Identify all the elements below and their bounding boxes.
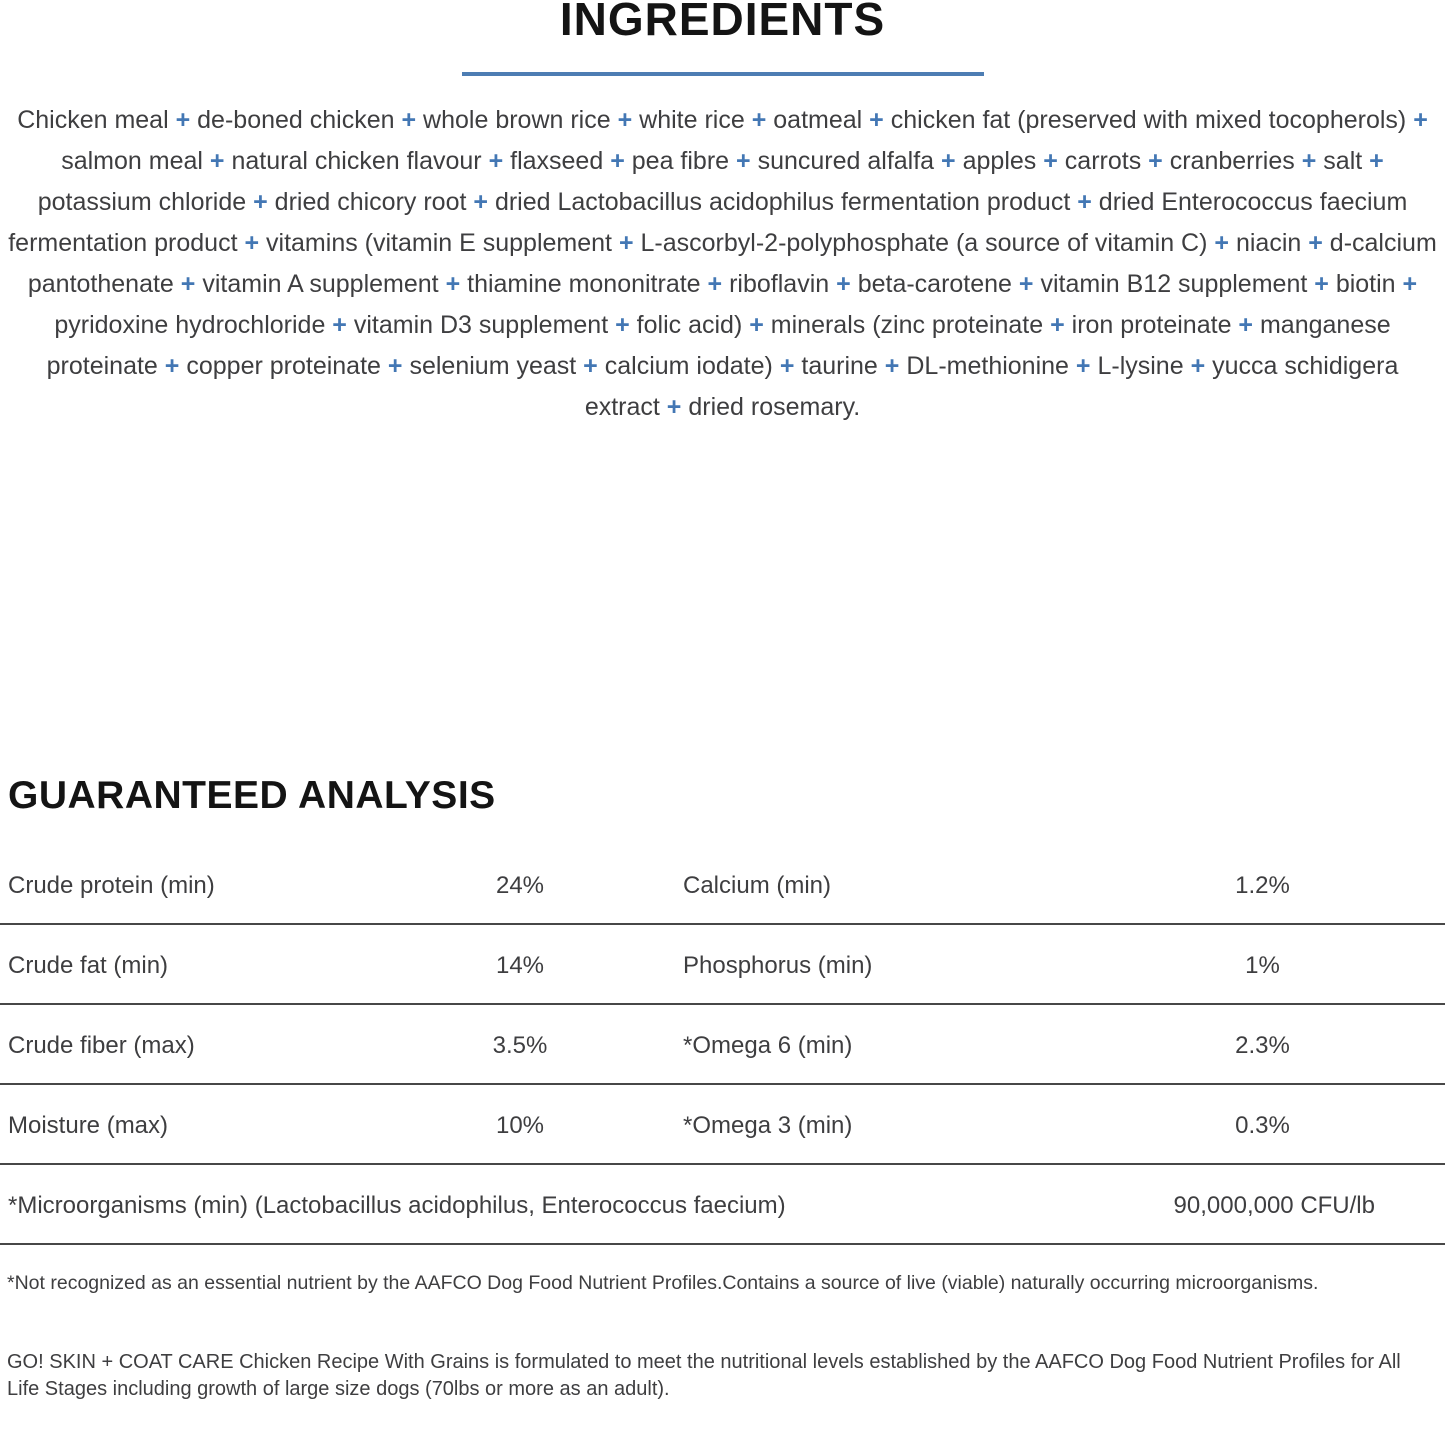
plus-separator: + [1190, 352, 1206, 380]
plus-separator: + [180, 270, 196, 298]
analysis-label: Crude fiber (max) [8, 1032, 195, 1059]
analysis-value: 1% [1245, 952, 1280, 979]
plus-separator: + [779, 352, 795, 380]
plus-separator: + [941, 147, 956, 175]
analysis-label: Phosphorus (min) [683, 952, 873, 979]
guaranteed-analysis-table [0, 845, 1445, 1245]
plus-separator: + [244, 229, 260, 257]
plus-separator: + [707, 270, 723, 298]
plus-separator: + [1402, 270, 1418, 298]
plus-separator: + [1050, 311, 1065, 339]
plus-separator: + [615, 311, 630, 339]
guaranteed-analysis-title: GUARANTEED ANALYSIS [8, 774, 496, 817]
plus-separator: + [751, 106, 767, 134]
plus-separator: + [610, 147, 625, 175]
analysis-label: Calcium (min) [683, 872, 832, 899]
plus-separator: + [836, 270, 851, 298]
plus-separator: + [666, 393, 682, 421]
plus-separator: + [1369, 147, 1384, 175]
plus-separator: + [583, 352, 598, 380]
plus-separator: + [618, 229, 634, 257]
plus-separator: + [175, 106, 191, 134]
analysis-label: *Microorganisms (min) (Lactobacillus acidophilus, Enterococcus faecium) [8, 1192, 786, 1219]
formulation-statement: GO! SKIN + COAT CARE Chicken Recipe With Grains is formulated to meet the nutritional levels established by the AAFCO Dog Food Nutrient Profiles for All Life Stages including growth of large size dogs (70lbs or more as an adult). [7, 1351, 1401, 1400]
analysis-value: 10% [495, 1112, 545, 1139]
plus-separator: + [1018, 270, 1034, 298]
plus-separator: + [1413, 106, 1428, 134]
plus-separator: + [253, 188, 268, 216]
analysis-value: 3.5% [492, 1032, 548, 1059]
ingredients-title: INGREDIENTS [559, 0, 886, 45]
aafco-nutrient-footnote: *Not recognized as an essential nutrient by the AAFCO Dog Food Nutrient Profiles.Contains a source of live (viable) naturally occurring microorganisms. [7, 1272, 1319, 1294]
analysis-value: 1.2% [1235, 872, 1290, 899]
table-row [0, 845, 1445, 925]
plus-separator: + [1238, 311, 1254, 339]
table-row [0, 1005, 1445, 1085]
analysis-label: *Omega 6 (min) [683, 1032, 853, 1059]
analysis-value: 14% [495, 952, 545, 979]
plus-separator: + [209, 147, 225, 175]
ingredients-title-underline [462, 72, 984, 76]
plus-separator: + [387, 352, 403, 380]
plus-separator: + [332, 311, 347, 339]
ingredients-list: Chicken meal + de-boned chicken + whole brown rice + white rice + oatmeal + chicken fat (preserved with mixed tocopherols) + salmon meal + natural chicken flavour + flaxseed + pea fibre + suncured alfalfa + apples + carrots + cranberries + salt + potassium chloride + dried chicory root + dried Lactobacillus acidophilus fermentation product + dried Enterococcus faecium fermentation product + vitamins (vitamin E supplement + L-ascorbyl-2-polyphosphate (a source of vitamin C) + niacin + d-calcium pantothenate + vitamin A supplement + thiamine mononitrate + riboflavin + beta-carotene + vitamin B12 supplement + biotin + pyridoxine hydrochloride + vitamin D3 supplement + folic acid) + minerals (zinc proteinate + iron proteinate + manganese proteinate + copper proteinate + selenium yeast + calcium iodate) + taurine + DL-methionine + L-lysine + yucca schidigera extract + dried rosemary. [8, 106, 1437, 421]
analysis-label: Crude fat (min) [8, 952, 169, 979]
table-row [0, 925, 1445, 1005]
analysis-label: Crude protein (min) [8, 872, 215, 899]
plus-separator: + [445, 270, 461, 298]
plus-separator: + [1314, 270, 1329, 298]
plus-separator: + [401, 106, 417, 134]
plus-separator: + [869, 106, 884, 134]
plus-separator: + [1077, 188, 1092, 216]
analysis-value: 24% [495, 872, 545, 899]
analysis-value: 90,000,000 CFU/lb [1173, 1192, 1375, 1219]
table-row [0, 1085, 1445, 1165]
plus-separator: + [617, 106, 633, 134]
plus-separator: + [736, 147, 751, 175]
plus-separator: + [1214, 229, 1229, 257]
plus-separator: + [884, 352, 900, 380]
analysis-label: Moisture (max) [8, 1112, 169, 1139]
plus-separator: + [1075, 352, 1091, 380]
plus-separator: + [1308, 229, 1323, 257]
table-row-microorganisms [0, 1165, 1445, 1245]
plus-separator: + [488, 147, 504, 175]
plus-separator: + [164, 352, 180, 380]
analysis-value: 0.3% [1235, 1112, 1290, 1139]
plus-separator: + [749, 311, 764, 339]
plus-separator: + [1043, 147, 1058, 175]
plus-separator: + [1148, 147, 1163, 175]
plus-separator: + [1301, 147, 1317, 175]
plus-separator: + [473, 188, 488, 216]
analysis-label: *Omega 3 (min) [683, 1112, 853, 1139]
analysis-value: 2.3% [1235, 1032, 1290, 1059]
